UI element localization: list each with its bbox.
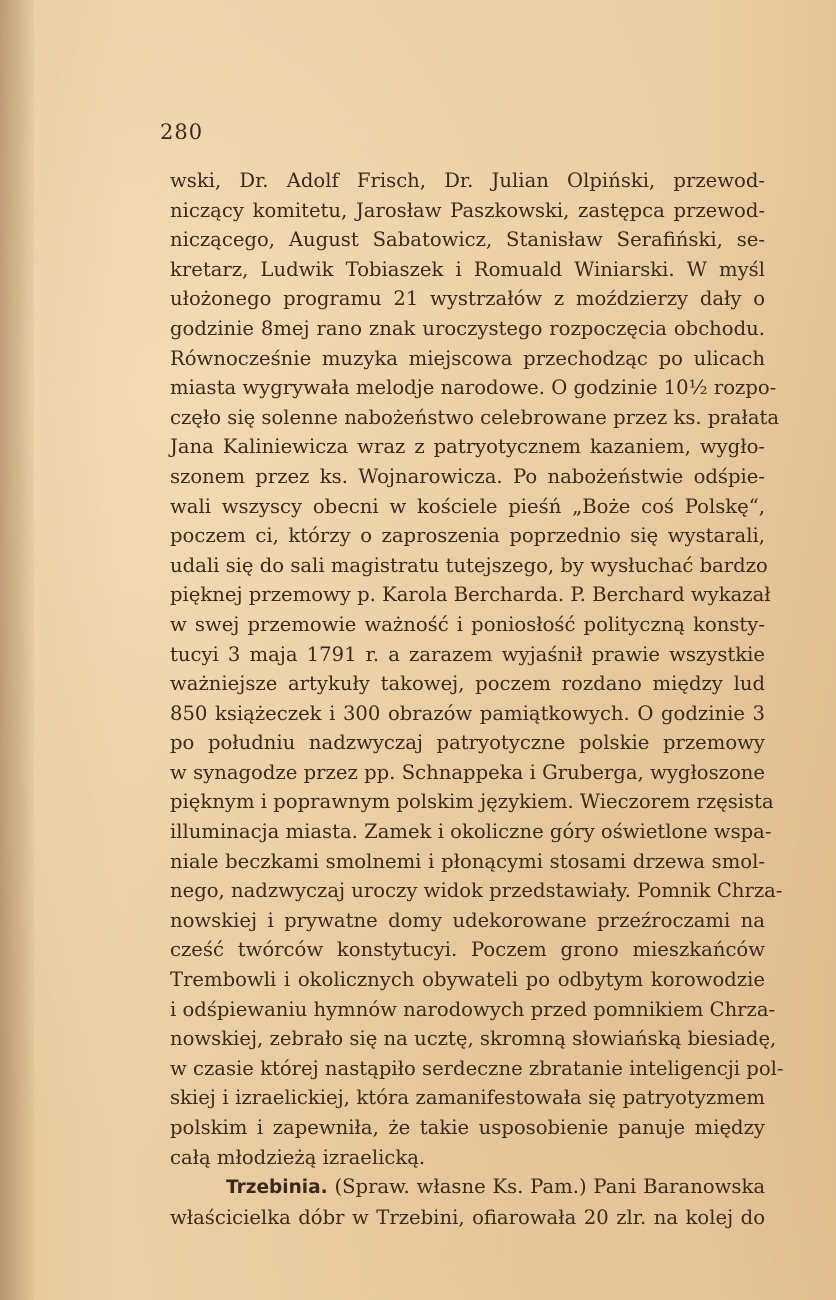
text-line: niczący komitetu, Jarosław Paszkowski, zastępca przewod- <box>170 198 765 222</box>
text-line: Trembowli i okolicznych obywateli po odbytym korowodzie <box>170 968 765 992</box>
text-line: w synagodze przez pp. Schnappeka i Gruberga, wygłoszone <box>170 760 765 784</box>
page-spine-shadow <box>0 0 34 1300</box>
text-line: niczącego, August Sabatowicz, Stanisław Serafiński, se- <box>170 228 765 252</box>
text-line: skiej i izraelickiej, która zamanifestowała się patryotyzmem <box>170 1086 765 1110</box>
text-line: w czasie której nastąpiło serdeczne zbratanie inteligencji pol- <box>170 1056 784 1080</box>
text-line: 850 książeczek i 300 obrazów pamiątkowych. O godzinie 3 <box>170 701 765 725</box>
text-line: poczem ci, którzy o zaproszenia poprzednio się wystarali, <box>170 524 765 548</box>
text-line: pięknej przemowy p. Karola Bercharda. P. Berchard wykazał <box>170 583 771 607</box>
text-line: wski, Dr. Adolf Frisch, Dr. Julian Olpiński, przewod- <box>170 169 765 192</box>
text-line: nego, nadzwyczaj uroczy widok przedstawiały. Pomnik Chrza- <box>170 879 783 903</box>
text-line: w swej przemowie ważność i poniosłość polityczną konsty- <box>170 612 765 636</box>
text-line: Jana Kaliniewicza wraz z patryotycznem kazaniem, wygło- <box>170 435 765 459</box>
page-number: 280 <box>160 120 204 144</box>
text-line: miasta wygrywała melodje narodowe. O godzinie 10½ rozpo- <box>170 376 777 400</box>
text-line: częło się solenne nabożeństwo celebrowane przez ks. prałata <box>170 405 780 429</box>
section-first-line <box>170 1172 765 1203</box>
text-line: ważniejsze artykuły takowej, poczem rozdano między lud <box>170 672 765 696</box>
text-line: właścicielka dóbr w Trzebini, ofiarowała 20 zlr. na kolej do <box>170 1205 765 1229</box>
section-text: (Spraw. własne Ks. Pam.) Pani Baranowska <box>334 1175 766 1199</box>
text-line: po południu nadzwyczaj patryotyczne polskie przemowy <box>170 731 765 755</box>
text-line: niale beczkami smolnemi i płonącymi stosami drzewa smol- <box>170 849 765 873</box>
text-line: nowskiej i prywatne domy udekorowane przeźroczami na <box>170 908 765 932</box>
text-line: godzinie 8mej rano znak uroczystego rozpoczęcia obchodu. <box>170 316 765 340</box>
text-line: udali się do sali magistratu tutejszego, by wysłuchać bardzo <box>170 553 768 577</box>
text-line: wali wszyscy obecni w kościele pieśń „Boże coś Polskę“, <box>170 494 765 518</box>
text-line: szonem przez ks. Wojnarowicza. Po nabożeństwie odśpie- <box>170 464 765 488</box>
text-line: illuminacja miasta. Zamek i okoliczne góry oświetlone wspa- <box>170 820 772 844</box>
text-line: nowskiej, zebrało się na ucztę, skromną słowiańską biesiadę, <box>170 1027 777 1051</box>
text-line: kretarz, Ludwik Tobiaszek i Romuald Winiarski. W myśl <box>170 257 765 281</box>
text-line: i odśpiewaniu hymnów narodowych przed pomnikiem Chrza- <box>170 997 776 1021</box>
text-line: Równocześnie muzyka miejscowa przechodząc po ulicach <box>170 346 765 370</box>
text-line: polskim i zapewniła, że takie usposobienie panuje między <box>170 1116 765 1139</box>
text-line: pięknym i poprawnym polskim językiem. Wieczorem rzęsista <box>170 790 774 814</box>
text-line: tucyi 3 maja 1791 r. a zarazem wyjaśnił prawie wszystkie <box>170 642 765 666</box>
section-heading: Trzebinia. <box>226 1177 328 1199</box>
text-line: cześć twórców konstytucyi. Poczem grono mieszkańców <box>170 938 765 962</box>
text-line: całą młodzieżą izraelicką. <box>170 1145 426 1169</box>
body-text <box>170 166 784 1232</box>
text-line: ułożonego programu 21 wystrzałów z moździerzy dały o <box>170 287 765 311</box>
